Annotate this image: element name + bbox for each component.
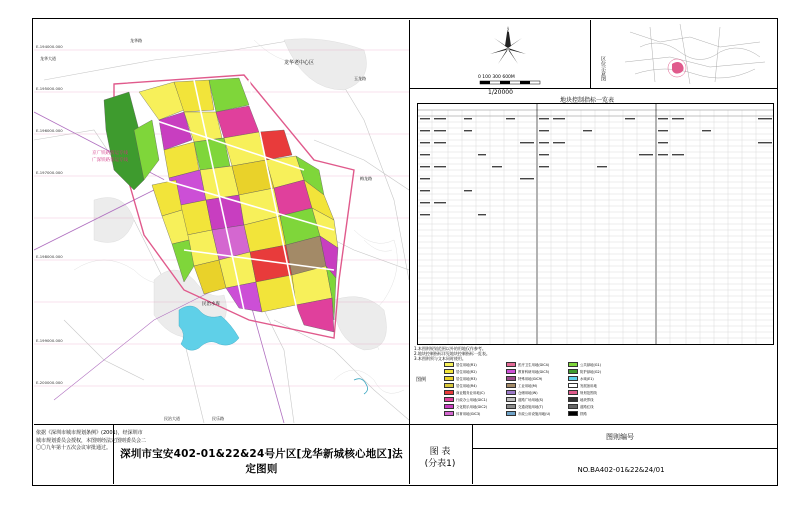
indicator-table-grid	[418, 104, 774, 345]
label-north-road: 龙华路	[130, 38, 142, 43]
legend-item	[568, 397, 594, 402]
legend-label: 商业服务业用地(C)	[456, 391, 485, 395]
note-1: 1.本图则规划范围以外的用地仅作参考。	[414, 346, 486, 351]
legend-swatch	[568, 404, 578, 409]
legend-label: 文化娱乐用地(GIC2)	[456, 405, 488, 409]
scale-bar	[478, 80, 542, 86]
legend-label: 水域(E1)	[580, 377, 594, 381]
legend-swatch	[506, 397, 516, 402]
legend-heading: 图例	[416, 377, 427, 383]
label-south-road: 民乐路	[212, 416, 224, 421]
legend-item	[444, 362, 477, 367]
divider	[472, 424, 473, 484]
legend-label: 特殊用地(GIC9)	[518, 377, 543, 381]
legend	[414, 360, 776, 422]
map-svg	[34, 20, 409, 423]
legend-swatch	[568, 383, 578, 388]
legend-item	[444, 369, 477, 374]
legend-label: 公共绿地(G1)	[580, 363, 601, 367]
divider	[590, 20, 591, 88]
scale-ticks: 0 100 300 600M	[478, 75, 515, 80]
legend-title-sub: (分表1)	[424, 459, 456, 469]
divider	[409, 88, 778, 89]
location-label: 区位示意图	[600, 56, 606, 81]
legend-item	[506, 397, 543, 402]
plan-title: 深圳市宝安402-01&22&24号片区[龙华新城核心地区]法定图则	[120, 448, 403, 475]
legend-label: 工业用地(M)	[518, 384, 538, 388]
legend-label: 居住用地(R4)	[456, 384, 477, 388]
legend-item	[506, 369, 549, 374]
legend-label: 居住用地(R3)	[456, 377, 477, 381]
legend-item	[568, 404, 594, 409]
legend-swatch	[506, 383, 516, 388]
legend-label: 铁路	[580, 412, 587, 416]
label-east-road: 梅龙路	[360, 176, 372, 181]
legend-swatch	[444, 397, 454, 402]
approval-text: 依据《深圳市城市规划条例》(2001)，经深圳市城市规划委员会授权，本图则经法定图则委员会二〇〇九年第十五次会议审批通过。	[36, 430, 147, 451]
legend-item	[506, 390, 538, 395]
legend-item	[568, 411, 587, 416]
legend-item	[444, 390, 485, 395]
legend-swatch	[444, 411, 454, 416]
legend-label: 地块界线	[580, 398, 594, 402]
legend-item	[506, 404, 543, 409]
legend-swatch	[506, 390, 516, 395]
legend-swatch	[568, 390, 578, 395]
label-nw-road: 龙华大道	[40, 56, 56, 61]
legend-label: 防护绿地(G2)	[580, 370, 601, 374]
legend-swatch	[444, 404, 454, 409]
legend-swatch	[506, 362, 516, 367]
legend-swatch	[506, 404, 516, 409]
indicator-table	[417, 103, 774, 345]
legend-label: 交通设施用地(T)	[518, 405, 544, 409]
legend-label: 居住用地(R1)	[456, 363, 477, 367]
legend-label: 市政公用设施用地(U)	[518, 412, 551, 416]
legend-swatch	[506, 376, 516, 381]
north-arrow-icon	[478, 24, 538, 74]
grid-coord: E-194000.000	[36, 44, 63, 49]
location-map	[620, 22, 770, 86]
grid-coord: E-198000.000	[36, 254, 63, 259]
legend-label: 教育科研用地(GIC5)	[518, 370, 550, 374]
grid-coord: E-195000.000	[36, 86, 63, 91]
divider	[472, 448, 778, 449]
note-3: 3.本图则须与文本同时使用。	[414, 356, 466, 361]
label-sw: 民治大道	[164, 416, 180, 421]
land-use-map	[34, 20, 409, 423]
legend-item	[568, 369, 601, 374]
legend-label: 医疗卫生用地(GIC4)	[518, 363, 550, 367]
legend-swatch	[568, 397, 578, 402]
label-railway: 京广铁路客运专线	[92, 151, 128, 156]
legend-item	[506, 362, 549, 367]
note-2: 2.地块控制指标详见地块控制指标一览表。	[414, 351, 490, 356]
legend-swatch	[444, 390, 454, 395]
legend-label: 居住用地(R2)	[456, 370, 477, 374]
notes	[414, 346, 774, 361]
legend-swatch	[568, 369, 578, 374]
legend-swatch	[444, 376, 454, 381]
legend-swatch	[568, 411, 578, 416]
legend-label: 体育用地(GIC3)	[456, 412, 481, 416]
legend-title	[409, 446, 471, 470]
legend-label: 行政办公用地(GIC1)	[456, 398, 488, 402]
legend-label: 发展备用地	[580, 384, 597, 388]
label-railway-2: 广深铁路客运专线	[92, 158, 128, 163]
label-reservoir: 民治水库	[202, 302, 220, 307]
label-yu-lake: 玉龙路	[354, 76, 366, 81]
legend-swatch	[506, 411, 516, 416]
legend-swatch	[444, 369, 454, 374]
legend-item	[506, 376, 542, 381]
drawing-number: NO.BA402-01&22&24/01	[577, 466, 665, 474]
legend-swatch	[568, 376, 578, 381]
legend-item	[506, 383, 537, 388]
legend-item	[568, 362, 601, 367]
legend-title-main: 图 表	[429, 447, 451, 457]
table-title: 地块控制指标一览表	[560, 97, 615, 104]
legend-label: 道路广场用地(S)	[518, 398, 544, 402]
grid-coord: E-196000.000	[36, 128, 63, 133]
legend-swatch	[568, 362, 578, 367]
grid-coord: E-200000.000	[36, 380, 63, 385]
grid-coord: E-197000.000	[36, 170, 63, 175]
legend-item	[444, 383, 477, 388]
divider	[409, 20, 410, 484]
legend-item	[444, 404, 487, 409]
drawing-number-label: 图则编号	[606, 433, 634, 441]
legend-item	[568, 376, 594, 381]
legend-item	[444, 376, 477, 381]
legend-item	[444, 397, 487, 402]
scale-text: 1/20000	[488, 89, 513, 96]
label-old-center: 龙华老中心区	[284, 60, 315, 66]
legend-swatch	[506, 369, 516, 374]
legend-label: 仓储用地(W)	[518, 391, 538, 395]
svg-text:N: N	[506, 28, 510, 33]
legend-label: 规划范围线	[580, 391, 597, 395]
legend-item	[444, 411, 480, 416]
grid-coord: E-199000.000	[36, 338, 63, 343]
legend-item	[568, 383, 597, 388]
legend-item	[568, 390, 597, 395]
legend-label: 道路红线	[580, 405, 594, 409]
legend-item	[506, 411, 550, 416]
legend-swatch	[444, 383, 454, 388]
legend-swatch	[444, 362, 454, 367]
